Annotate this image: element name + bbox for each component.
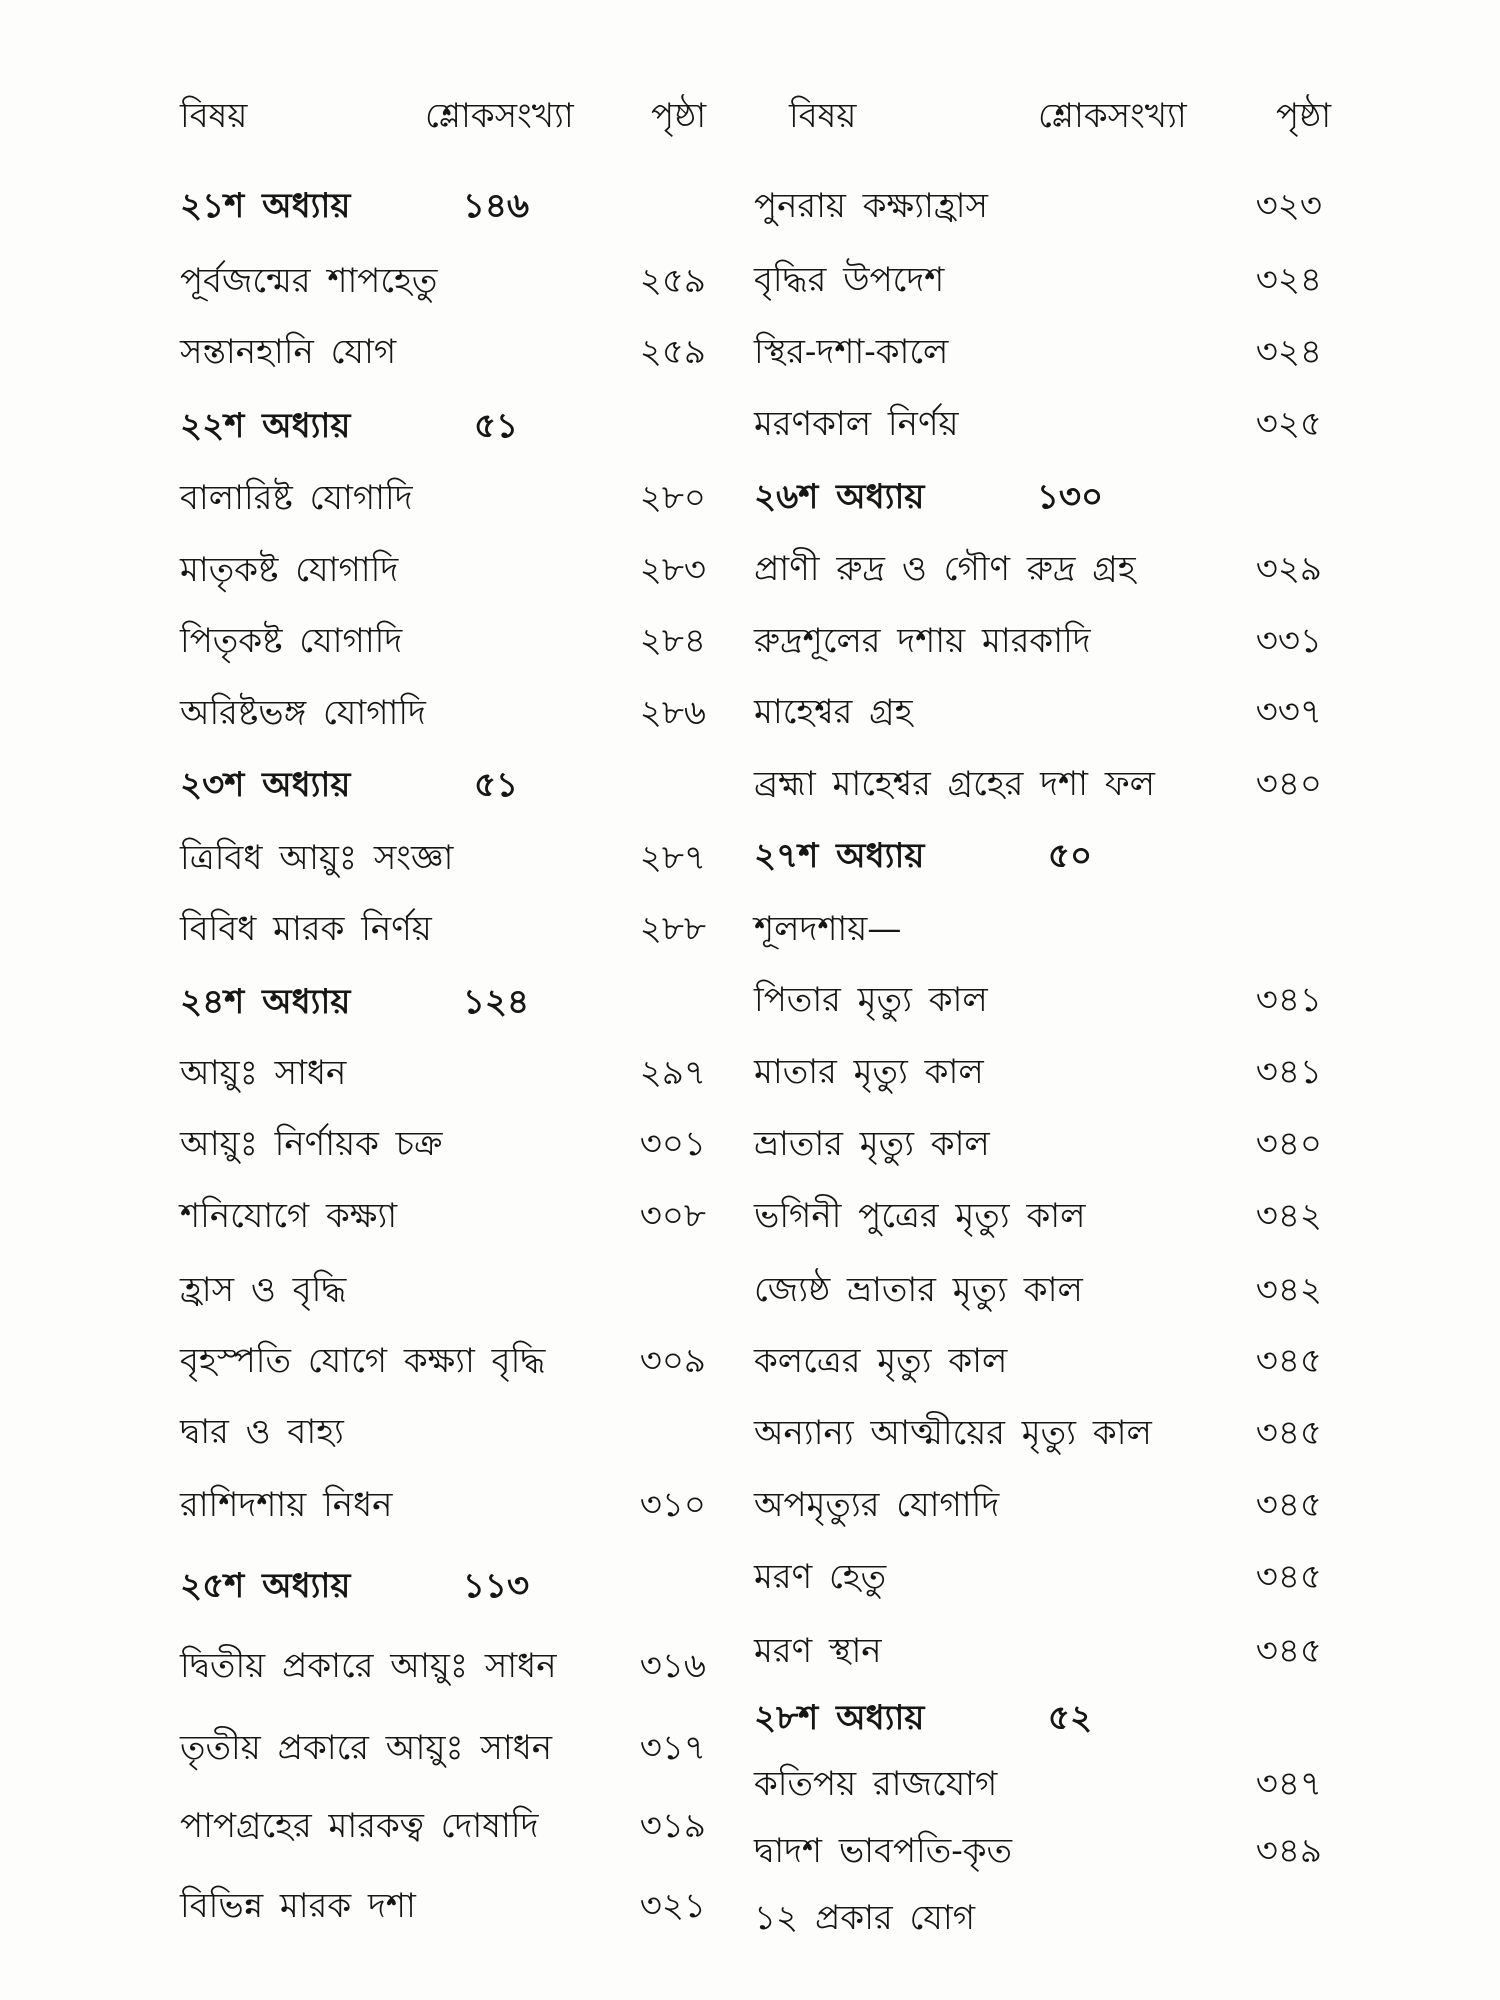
entry-page: ২৮৭: [639, 838, 706, 878]
entry-title: মাহেশ্বর গ্রহ: [754, 692, 913, 732]
entry-page: ৩০৮: [639, 1196, 706, 1236]
toc-entry: [0, 258, 1500, 302]
entry-title: আয়ুঃ সাধন: [180, 1053, 347, 1093]
toc-entry: [0, 1050, 1500, 1094]
entry-page: ৩২৪: [1255, 332, 1322, 372]
toc-entry: [0, 1483, 1500, 1527]
chapter-title: ২১শ অধ্যায়: [180, 186, 351, 226]
entry-title: পূর্বজন্মের শাপহেতু: [180, 261, 438, 301]
entry-page: ৩২৩: [1255, 186, 1322, 226]
entry-page: ৩৪১: [1255, 980, 1322, 1020]
toc-entry: [0, 1829, 1500, 1873]
chapter-title: ২৮শ অধ্যায়: [754, 1698, 925, 1738]
entry-title: ১২ প্রকার যোগ: [754, 1898, 976, 1938]
entry-page: ৩৪২: [1255, 1270, 1322, 1310]
toc-chapter-heading: [0, 834, 1500, 878]
entry-page: ৩২৫: [1255, 404, 1322, 444]
entry-page: ৩৪৫: [1255, 1413, 1322, 1453]
chapter-title: ২৭শ অধ্যায়: [754, 836, 925, 876]
toc-entry: [0, 330, 1500, 374]
entry-page: ৩২৯: [1255, 549, 1322, 589]
entry-title: মরণ হেতু: [754, 1557, 887, 1597]
entry-title: ব্রহ্মা মাহেশ্বর গ্রহের দশা ফল: [754, 764, 1155, 804]
toc-entry: [0, 1339, 1500, 1383]
entry-page: ৩৪৫: [1255, 1631, 1322, 1671]
entry-title: প্রাণী রুদ্র ও গৌণ রুদ্র গ্রহ: [754, 549, 1136, 589]
header-subject-left: বিষয়: [180, 96, 248, 136]
entry-page: ৩৪৯: [1255, 1831, 1322, 1871]
entry-title: পাপগ্রহের মারকত্ব দোষাদি: [180, 1806, 539, 1846]
entry-title: মাতার মৃত্যু কাল: [754, 1052, 984, 1092]
chapter-shloka-count: ১১৩: [462, 1566, 530, 1606]
entry-title: পিতৃকষ্ট যোগাদি: [180, 621, 403, 661]
toc-entry: [0, 1194, 1500, 1238]
chapter-shloka-count: ৫০: [1047, 836, 1093, 876]
entry-page: ৩০৯: [639, 1341, 706, 1381]
entry-title: আয়ুঃ নির্ণায়ক চক্র: [180, 1124, 443, 1164]
toc-entry: [0, 1268, 1500, 1312]
entry-page: ৩১৬: [639, 1646, 706, 1686]
entry-page: ২৮০: [639, 478, 706, 518]
entry-title: কলত্রের মৃত্যু কাল: [754, 1341, 1008, 1381]
entry-page: ৩১৯: [639, 1806, 706, 1846]
entry-title: ত্রিবিধ আয়ুঃ সংজ্ঞা: [180, 838, 454, 878]
chapter-title: ২৩শ অধ্যায়: [180, 765, 351, 805]
entry-page: ৩৩১: [1255, 621, 1322, 661]
entry-page: ২৫৯: [639, 332, 706, 372]
entry-page: ৩৪২: [1255, 1196, 1322, 1236]
entry-title: বৃদ্ধির উপদেশ: [754, 260, 945, 300]
entry-title: বালারিষ্ট যোগাদি: [180, 478, 413, 518]
toc-entry: [0, 1762, 1500, 1806]
entry-title: বিবিধ মারক নির্ণয়: [180, 909, 432, 949]
toc-entry: [0, 978, 1500, 1022]
toc-chapter-heading: [0, 1696, 1500, 1740]
entry-title: দ্বিতীয় প্রকারে আয়ুঃ সাধন: [180, 1646, 557, 1686]
entry-title: দ্বার ও বাহ্য: [180, 1412, 344, 1452]
chapter-title: ২৪শ অধ্যায়: [180, 982, 351, 1022]
entry-title: ভগিনী পুত্রের মৃত্যু কাল: [754, 1196, 1086, 1236]
entry-page: ৩১৭: [639, 1728, 706, 1768]
header-page-right: পৃষ্ঠা: [1276, 96, 1332, 136]
entry-page: ৩৪০: [1255, 1124, 1322, 1164]
toc-entry: [0, 1122, 1500, 1166]
chapter-shloka-count: ৫২: [1047, 1698, 1093, 1738]
entry-title: জ্যেষ্ঠ ভ্রাতার মৃত্যু কাল: [754, 1270, 1083, 1310]
entry-title: অন্যান্য আত্মীয়ের মৃত্যু কাল: [754, 1413, 1152, 1453]
entry-title: ভ্রাতার মৃত্যু কাল: [754, 1124, 990, 1164]
toc-entry: [0, 690, 1500, 734]
entry-title: হ্রাস ও বৃদ্ধি: [180, 1270, 347, 1310]
entry-page: ৩২১: [639, 1886, 706, 1926]
toc-entry: [0, 184, 1500, 228]
chapter-shloka-count: ৫১: [473, 406, 519, 446]
toc-entry: [0, 907, 1500, 951]
entry-title: স্থির-দশা-কালে: [754, 332, 949, 372]
entry-title: বৃহস্পতি যোগে কক্ষ্যা বৃদ্ধি: [180, 1341, 546, 1381]
entry-page: ২৯৭: [639, 1053, 706, 1093]
entry-title: দ্বাদশ ভাবপতি-কৃত: [754, 1831, 1013, 1871]
entry-page: ৩৪৫: [1255, 1341, 1322, 1381]
chapter-title: ২৫শ অধ্যায়: [180, 1566, 351, 1606]
toc-entry: [0, 402, 1500, 446]
entry-page: ২৫৯: [639, 261, 706, 301]
header-subject-right: বিষয়: [789, 96, 857, 136]
entry-title: তৃতীয় প্রকারে আয়ুঃ সাধন: [180, 1728, 553, 1768]
chapter-title: ২২শ অধ্যায়: [180, 406, 351, 446]
entry-page: ৩৩৭: [1255, 692, 1322, 732]
entry-page: ৩৪৫: [1255, 1485, 1322, 1525]
entry-title: মাতৃকষ্ট যোগাদি: [180, 550, 399, 590]
entry-title: বিভিন্ন মারক দশা: [180, 1886, 416, 1926]
entry-page: ৩০১: [639, 1124, 706, 1164]
entry-title: মরণকাল নির্ণয়: [754, 404, 959, 444]
toc-entry: [0, 547, 1500, 591]
entry-title: রাশিদশায় নিধন: [180, 1485, 393, 1525]
entry-page: ৩৪৫: [1255, 1557, 1322, 1597]
chapter-shloka-count: ১৪৬: [462, 186, 530, 226]
entry-title: রুদ্রশূলের দশায় মারকাদি: [754, 621, 1091, 661]
entry-page: ২৮৮: [639, 909, 706, 949]
toc-entry: [0, 1555, 1500, 1599]
header-shloka-count-right: শ্লোকসংখ্যা: [1038, 96, 1187, 136]
entry-page: ২৮৬: [639, 693, 706, 733]
toc-entry: [0, 1411, 1500, 1455]
entry-title: শনিযোগে কক্ষ্যা: [180, 1196, 398, 1236]
entry-page: ৩৪০: [1255, 764, 1322, 804]
entry-title: পুনরায় কক্ষ্যাহ্রাস: [754, 186, 988, 226]
entry-title: মরণ স্থান: [754, 1631, 882, 1671]
chapter-title: ২৬শ অধ্যায়: [754, 477, 925, 517]
entry-page: ২৮৩: [639, 550, 706, 590]
entry-title: সন্তানহানি যোগ: [180, 332, 397, 372]
header-shloka-count-left: শ্লোকসংখ্যা: [425, 96, 574, 136]
toc-chapter-heading: [0, 475, 1500, 519]
entry-page: ৩১০: [639, 1485, 706, 1525]
toc-entry: [0, 619, 1500, 663]
toc-entry: [0, 1629, 1500, 1673]
entry-title: কতিপয় রাজযোগ: [754, 1764, 998, 1804]
entry-title: পিতার মৃত্যু কাল: [754, 980, 988, 1020]
entry-title: অপমৃত্যুর যোগাদি: [754, 1485, 1000, 1525]
chapter-shloka-count: ১৩০: [1036, 477, 1104, 517]
toc-entry: [0, 1896, 1500, 1940]
entry-page: ৩২৪: [1255, 260, 1322, 300]
entry-title: অরিষ্টভঙ্গ যোগাদি: [180, 693, 426, 733]
toc-entry: [0, 762, 1500, 806]
entry-title: শূলদশায়—: [754, 909, 902, 949]
entry-page: ৩৪১: [1255, 1052, 1322, 1092]
entry-page: ৩৪৭: [1255, 1764, 1322, 1804]
chapter-shloka-count: ১২৪: [462, 982, 530, 1022]
chapter-shloka-count: ৫১: [473, 765, 519, 805]
header-page-left: পৃষ্ঠা: [651, 96, 707, 136]
entry-page: ২৮৪: [639, 621, 706, 661]
